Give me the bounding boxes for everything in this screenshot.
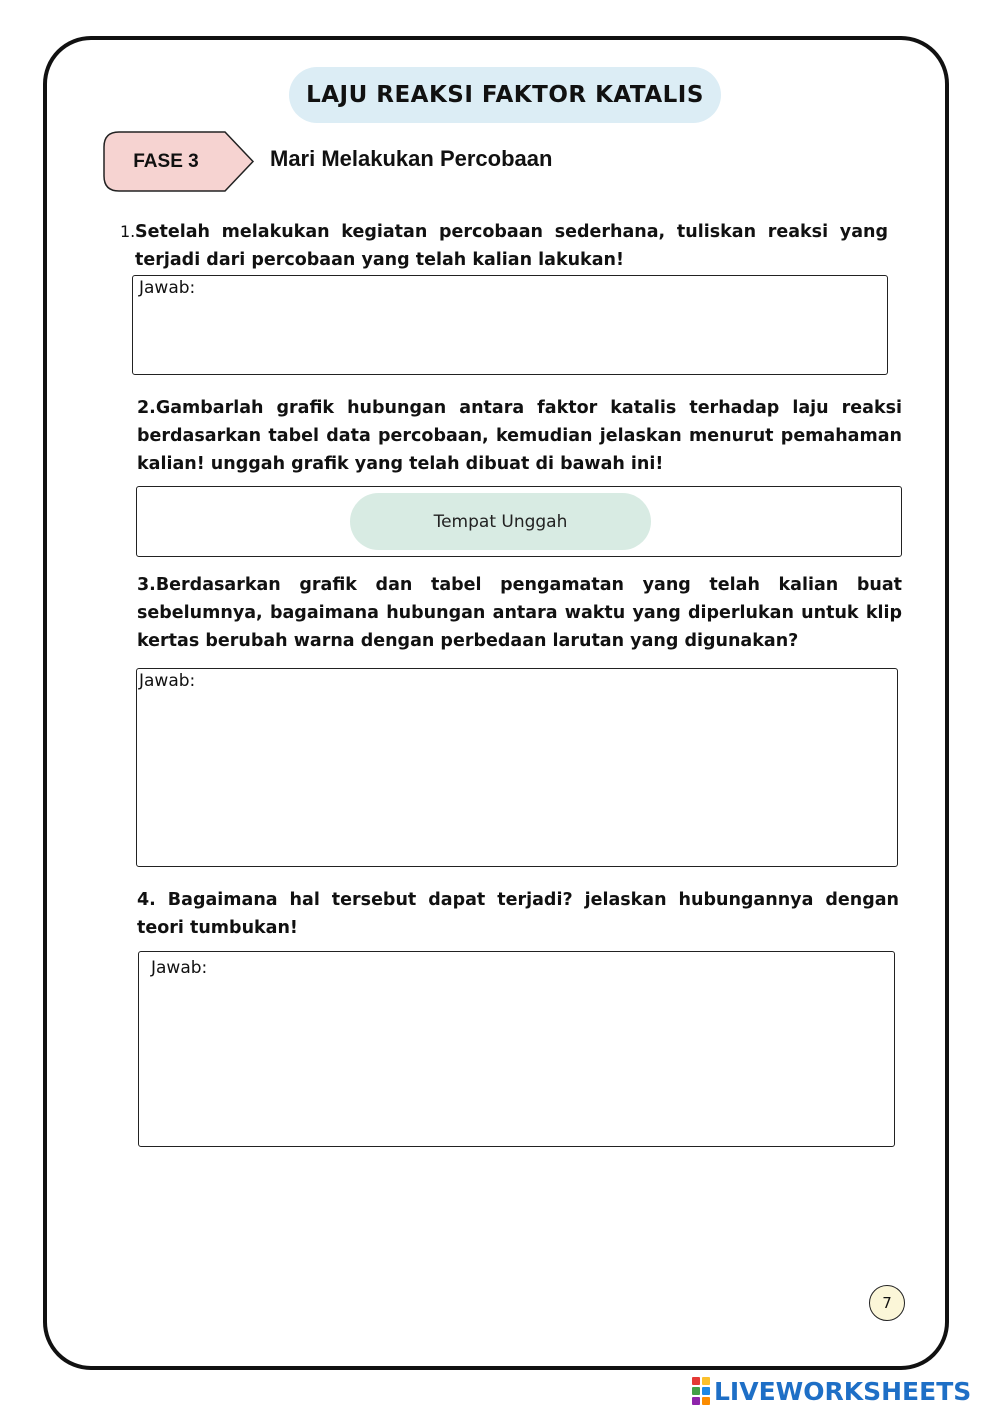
question-4-text: 4. Bagaimana hal tersebut dapat terjadi? jelaskan hubungannya dengan teori tumbukan! [137, 890, 899, 938]
question-2-text: 2.Gambarlah grafik hubungan antara faktor katalis terhadap laju reaksi berdasarkan tabel data percobaan, kemudian jelaskan menurut pemahaman kalian! unggah grafik yang telah dibuat di bawah ini! [137, 398, 902, 474]
question-1-text: Setelah melakukan kegiatan percobaan sederhana, tuliskan reaksi yang terjadi dari percobaan yang telah kalian lakukan! [135, 222, 888, 270]
question-3-text: 3.Berdasarkan grafik dan tabel pengamatan yang telah kalian buat sebelumnya, bagaimana hubungan antara waktu yang diperlukan untuk klip kertas berubah warna dengan perbedaan larutan yang digunakan? [137, 575, 902, 651]
answer-label: Jawab: [139, 278, 196, 298]
answer-box-1[interactable] [132, 275, 888, 375]
phase-badge [103, 131, 255, 192]
brand-name: LIVEWORKSHEETS [714, 1376, 972, 1406]
answer-box-3[interactable] [136, 668, 898, 867]
upload-button[interactable]: Tempat Unggah [350, 493, 651, 550]
question-1-number: 1. [120, 222, 136, 241]
answer-label: Jawab: [151, 958, 208, 978]
answer-box-4[interactable] [138, 951, 895, 1147]
phase-label: FASE 3 [133, 150, 199, 172]
page-number: 7 [869, 1285, 905, 1321]
liveworksheets-logo-icon [692, 1377, 710, 1405]
page-title: LAJU REAKSI FAKTOR KATALIS [289, 67, 721, 123]
question-1 [120, 218, 888, 274]
answer-label: Jawab: [139, 671, 196, 691]
phase-title: Mari Melakukan Percobaan [270, 146, 553, 171]
liveworksheets-brand[interactable] [692, 1376, 971, 1406]
upload-area [136, 486, 902, 557]
